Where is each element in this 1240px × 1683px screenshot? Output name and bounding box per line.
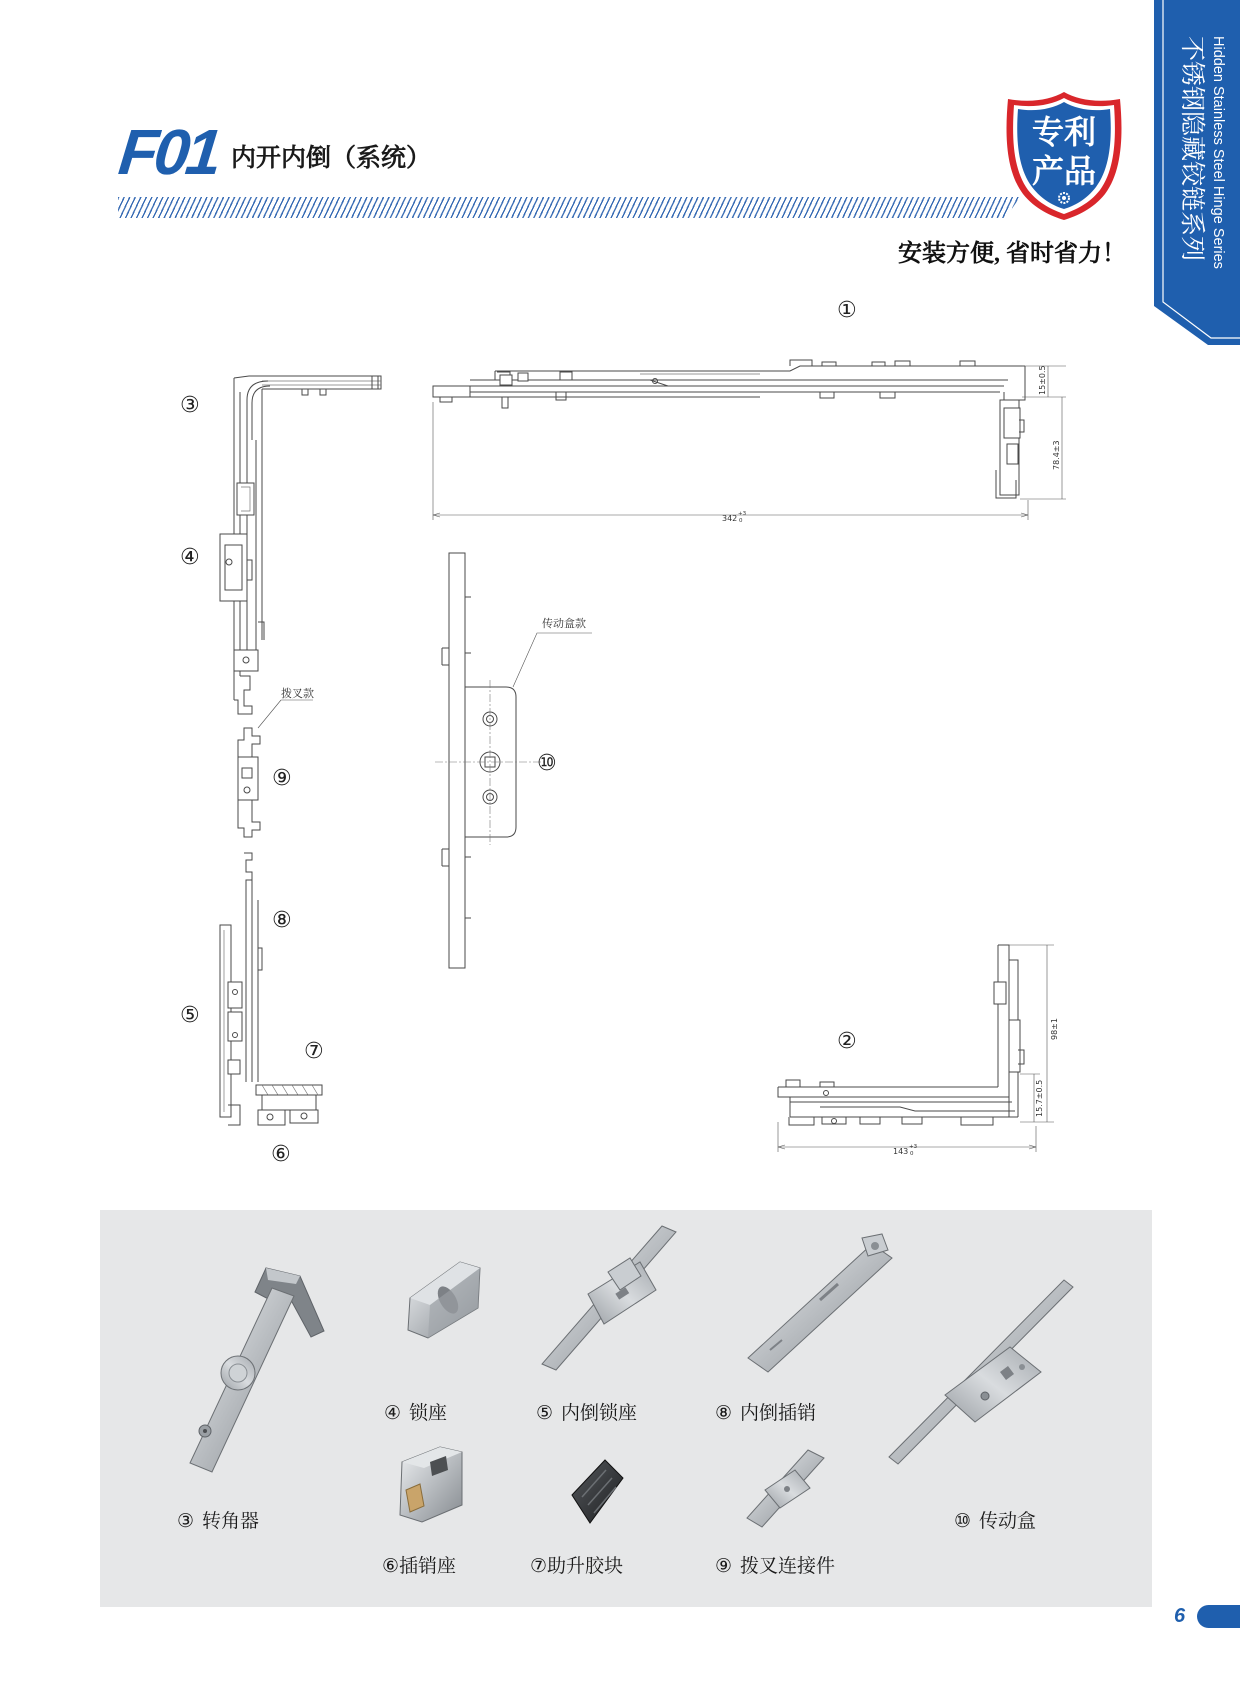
product-name: 拨叉连接件	[740, 1555, 836, 1577]
callout-3: ③	[180, 393, 200, 418]
product-number: ⑨	[715, 1555, 733, 1577]
product-number: ⑤	[536, 1402, 554, 1424]
callout-6: ⑥	[271, 1142, 291, 1167]
page-number-pill	[1197, 1605, 1240, 1628]
drawing-corner-and-lock-seat	[220, 376, 381, 714]
series-title-english: Hidden Stainless Steel Hinge Series	[1210, 36, 1226, 269]
callout-9: ⑨	[272, 766, 292, 791]
product-label-lift-block	[530, 1554, 623, 1578]
product-label-fork-connector	[715, 1554, 835, 1578]
product-name: 插销座	[399, 1555, 457, 1577]
callout-4: ④	[180, 545, 200, 570]
callout-2: ②	[837, 1029, 857, 1054]
product-name: 助升胶块	[547, 1555, 624, 1577]
product-number: ⑥	[382, 1555, 400, 1577]
patent-badge-icon	[1004, 90, 1124, 222]
drawing-bottom-corner	[778, 945, 1059, 1157]
product-label-lock-seat	[384, 1401, 447, 1425]
note-gearbox-type: 传动盒款	[542, 617, 586, 630]
product-label-tilt-latch	[715, 1401, 816, 1425]
product-label-corner-drive	[177, 1509, 259, 1533]
product-number: ⑧	[715, 1402, 733, 1424]
note-fork-type: 拨叉款	[281, 687, 314, 700]
product-number: ④	[384, 1402, 402, 1424]
callout-1: ①	[837, 298, 857, 323]
dim-bottom-length: 143	[893, 1147, 909, 1156]
dim-bottom-length-lower: 0	[910, 1151, 914, 1157]
drawing-top-arm	[433, 360, 1066, 524]
callout-8: ⑧	[272, 908, 292, 933]
dim-bottom-length-upper: +3	[909, 1144, 918, 1150]
dim-top-length-lower: 0	[739, 518, 743, 524]
callout-10: ⑩	[537, 751, 557, 776]
product-name: 锁座	[409, 1402, 448, 1424]
product-label-tilt-lock-seat	[536, 1401, 637, 1425]
product-label-gearbox	[954, 1509, 1036, 1533]
callout-5: ⑤	[180, 1003, 200, 1028]
model-code: F01	[115, 116, 222, 188]
product-label-latch-seat	[382, 1554, 456, 1578]
page-number: 6	[1174, 1605, 1186, 1627]
product-number: ⑦	[530, 1555, 548, 1577]
product-name: 传动盒	[979, 1510, 1037, 1532]
dim-top-height: 78.4±3	[1052, 440, 1061, 470]
drawing-tilt-latch-and-seat	[220, 853, 322, 1125]
page-title: 内开内倒（系统）	[231, 143, 432, 172]
callout-7: ⑦	[304, 1039, 324, 1064]
dim-top-length-upper: +3	[738, 511, 747, 517]
badge-line-2: 产品	[1031, 152, 1097, 190]
slogan: 安装方便, 省时省力！	[898, 241, 1126, 267]
product-name: 转角器	[202, 1510, 260, 1532]
dim-top-offset: 15±0.5	[1038, 365, 1047, 395]
dim-bottom-offset: 15.7±0.5	[1035, 1079, 1044, 1117]
drawing-gearbox	[435, 553, 592, 968]
series-title-chinese: 不锈钢隐藏铰链系列	[1178, 36, 1207, 262]
product-name: 内倒插销	[740, 1402, 817, 1424]
title-hatch-divider	[118, 197, 1020, 218]
dim-top-length: 342	[722, 514, 738, 523]
product-name: 内倒锁座	[561, 1402, 638, 1424]
badge-line-1: 专利	[1031, 113, 1097, 151]
dim-bottom-height: 98±1	[1050, 1018, 1059, 1040]
product-number: ⑩	[954, 1510, 972, 1532]
product-number: ③	[177, 1510, 195, 1532]
